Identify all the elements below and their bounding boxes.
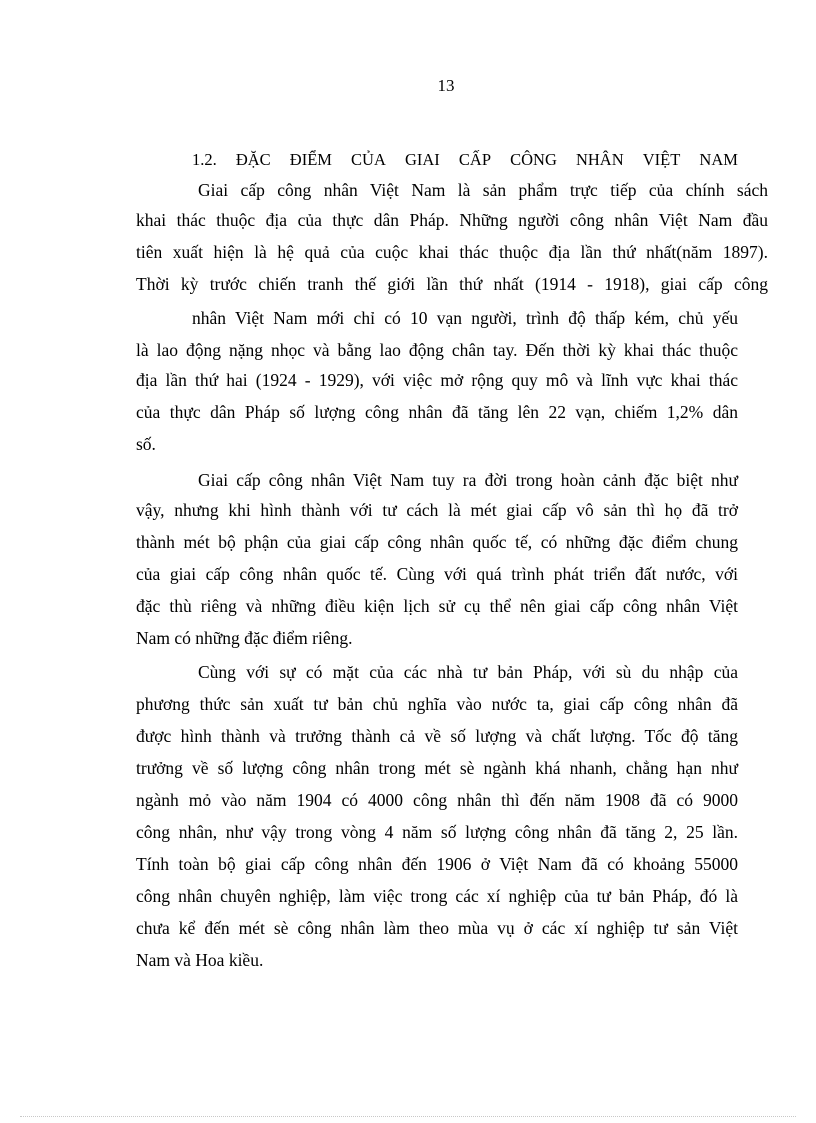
- heading-word: CẤP: [458, 150, 492, 169]
- text-line: địa lần thứ hai (1924 - 1929), với việc mở rộng quy mô và lĩnh vực khai thác: [136, 370, 738, 390]
- text-line: vậy, nhưng khi hình thành với tư cách là mét giai cấp vô sản thì họ đã trở: [136, 500, 738, 520]
- page-number: 13: [437, 76, 455, 95]
- text-line: đặc thù riêng và những điều kiện lịch sử cụ thể nên giai cấp công nhân Việt: [136, 596, 738, 616]
- text-line: số.: [136, 434, 156, 454]
- heading-word: NHÂN: [575, 150, 624, 169]
- text-line: Thời kỳ trước chiến tranh thế giới lần thứ nhất (1914 - 1918), giai cấp công: [136, 274, 768, 294]
- heading-word: VIỆT: [642, 150, 681, 169]
- text-line: nhân Việt Nam mới chỉ có 10 vạn người, trình độ thấp kém, chủ yếu: [192, 308, 738, 328]
- text-line: thành mét bộ phận của giai cấp công nhân quốc tế, có những đặc điểm chung: [136, 532, 738, 552]
- text-line: trưởng về số lượng công nhân trong mét sè ngành khá nhanh, chẳng hạn như: [136, 758, 738, 778]
- heading-word: CỦA: [351, 150, 386, 169]
- text-line: tiên xuất hiện là hệ quả của cuộc khai thác thuộc địa lần thứ nhất(năm 1897).: [136, 242, 768, 262]
- heading-word: CÔNG: [510, 150, 557, 169]
- text-line: Nam và Hoa kiều.: [136, 950, 264, 970]
- text-line: công nhân, như vậy trong vòng 4 năm số lượng công nhân đã tăng 2, 25 lần.: [136, 822, 738, 842]
- text-line: công nhân chuyên nghiệp, làm việc trong các xí nghiệp của tư bản Pháp, đó là: [136, 886, 738, 906]
- text-line: chưa kể đến mét sè công nhân làm theo mùa vụ ở các xí nghiệp tư sản Việt: [136, 918, 738, 938]
- text-line: là lao động nặng nhọc và bằng lao động chân tay. Đến thời kỳ khai thác thuộc: [136, 340, 738, 360]
- text-line: Giai cấp công nhân Việt Nam tuy ra đời trong hoàn cảnh đặc biệt như: [198, 470, 738, 490]
- text-line: Giai cấp công nhân Việt Nam là sản phẩm trực tiếp của chính sách: [198, 180, 768, 200]
- text-line: của giai cấp công nhân quốc tế. Cùng với quá trình phát triển đất nước, với: [136, 564, 738, 584]
- section-heading: [192, 148, 738, 172]
- text-line: Tính toàn bộ giai cấp công nhân đến 1906 ở Việt Nam đã có khoảng 55000: [136, 854, 738, 874]
- text-line: phương thức sản xuất tư bản chủ nghĩa vào nước ta, giai cấp công nhân đã: [136, 694, 738, 714]
- text-line: Cùng với sự có mặt của các nhà tư bản Pháp, với sù du nhập của: [198, 662, 738, 682]
- text-line: của thực dân Pháp số lượng công nhân đã tăng lên 22 vạn, chiếm 1,2% dân: [136, 402, 738, 422]
- heading-word: 1.2.: [192, 150, 217, 169]
- text-line: khai thác thuộc địa của thực dân Pháp. Những người công nhân Việt Nam đầu: [136, 210, 768, 230]
- heading-word: ĐIỂM: [289, 150, 332, 169]
- heading-word: GIAI: [404, 150, 440, 169]
- text-line: ngành mỏ vào năm 1904 có 4000 công nhân thì đến năm 1908 đã có 9000: [136, 790, 738, 810]
- page-bottom-divider: [20, 1116, 796, 1117]
- text-line: Nam có những đặc điểm riêng.: [136, 628, 353, 648]
- text-line: được hình thành và trưởng thành cả về số lượng và chất lượng. Tốc độ tăng: [136, 726, 738, 746]
- heading-word: ĐẶC: [235, 150, 271, 169]
- heading-word: NAM: [699, 150, 738, 169]
